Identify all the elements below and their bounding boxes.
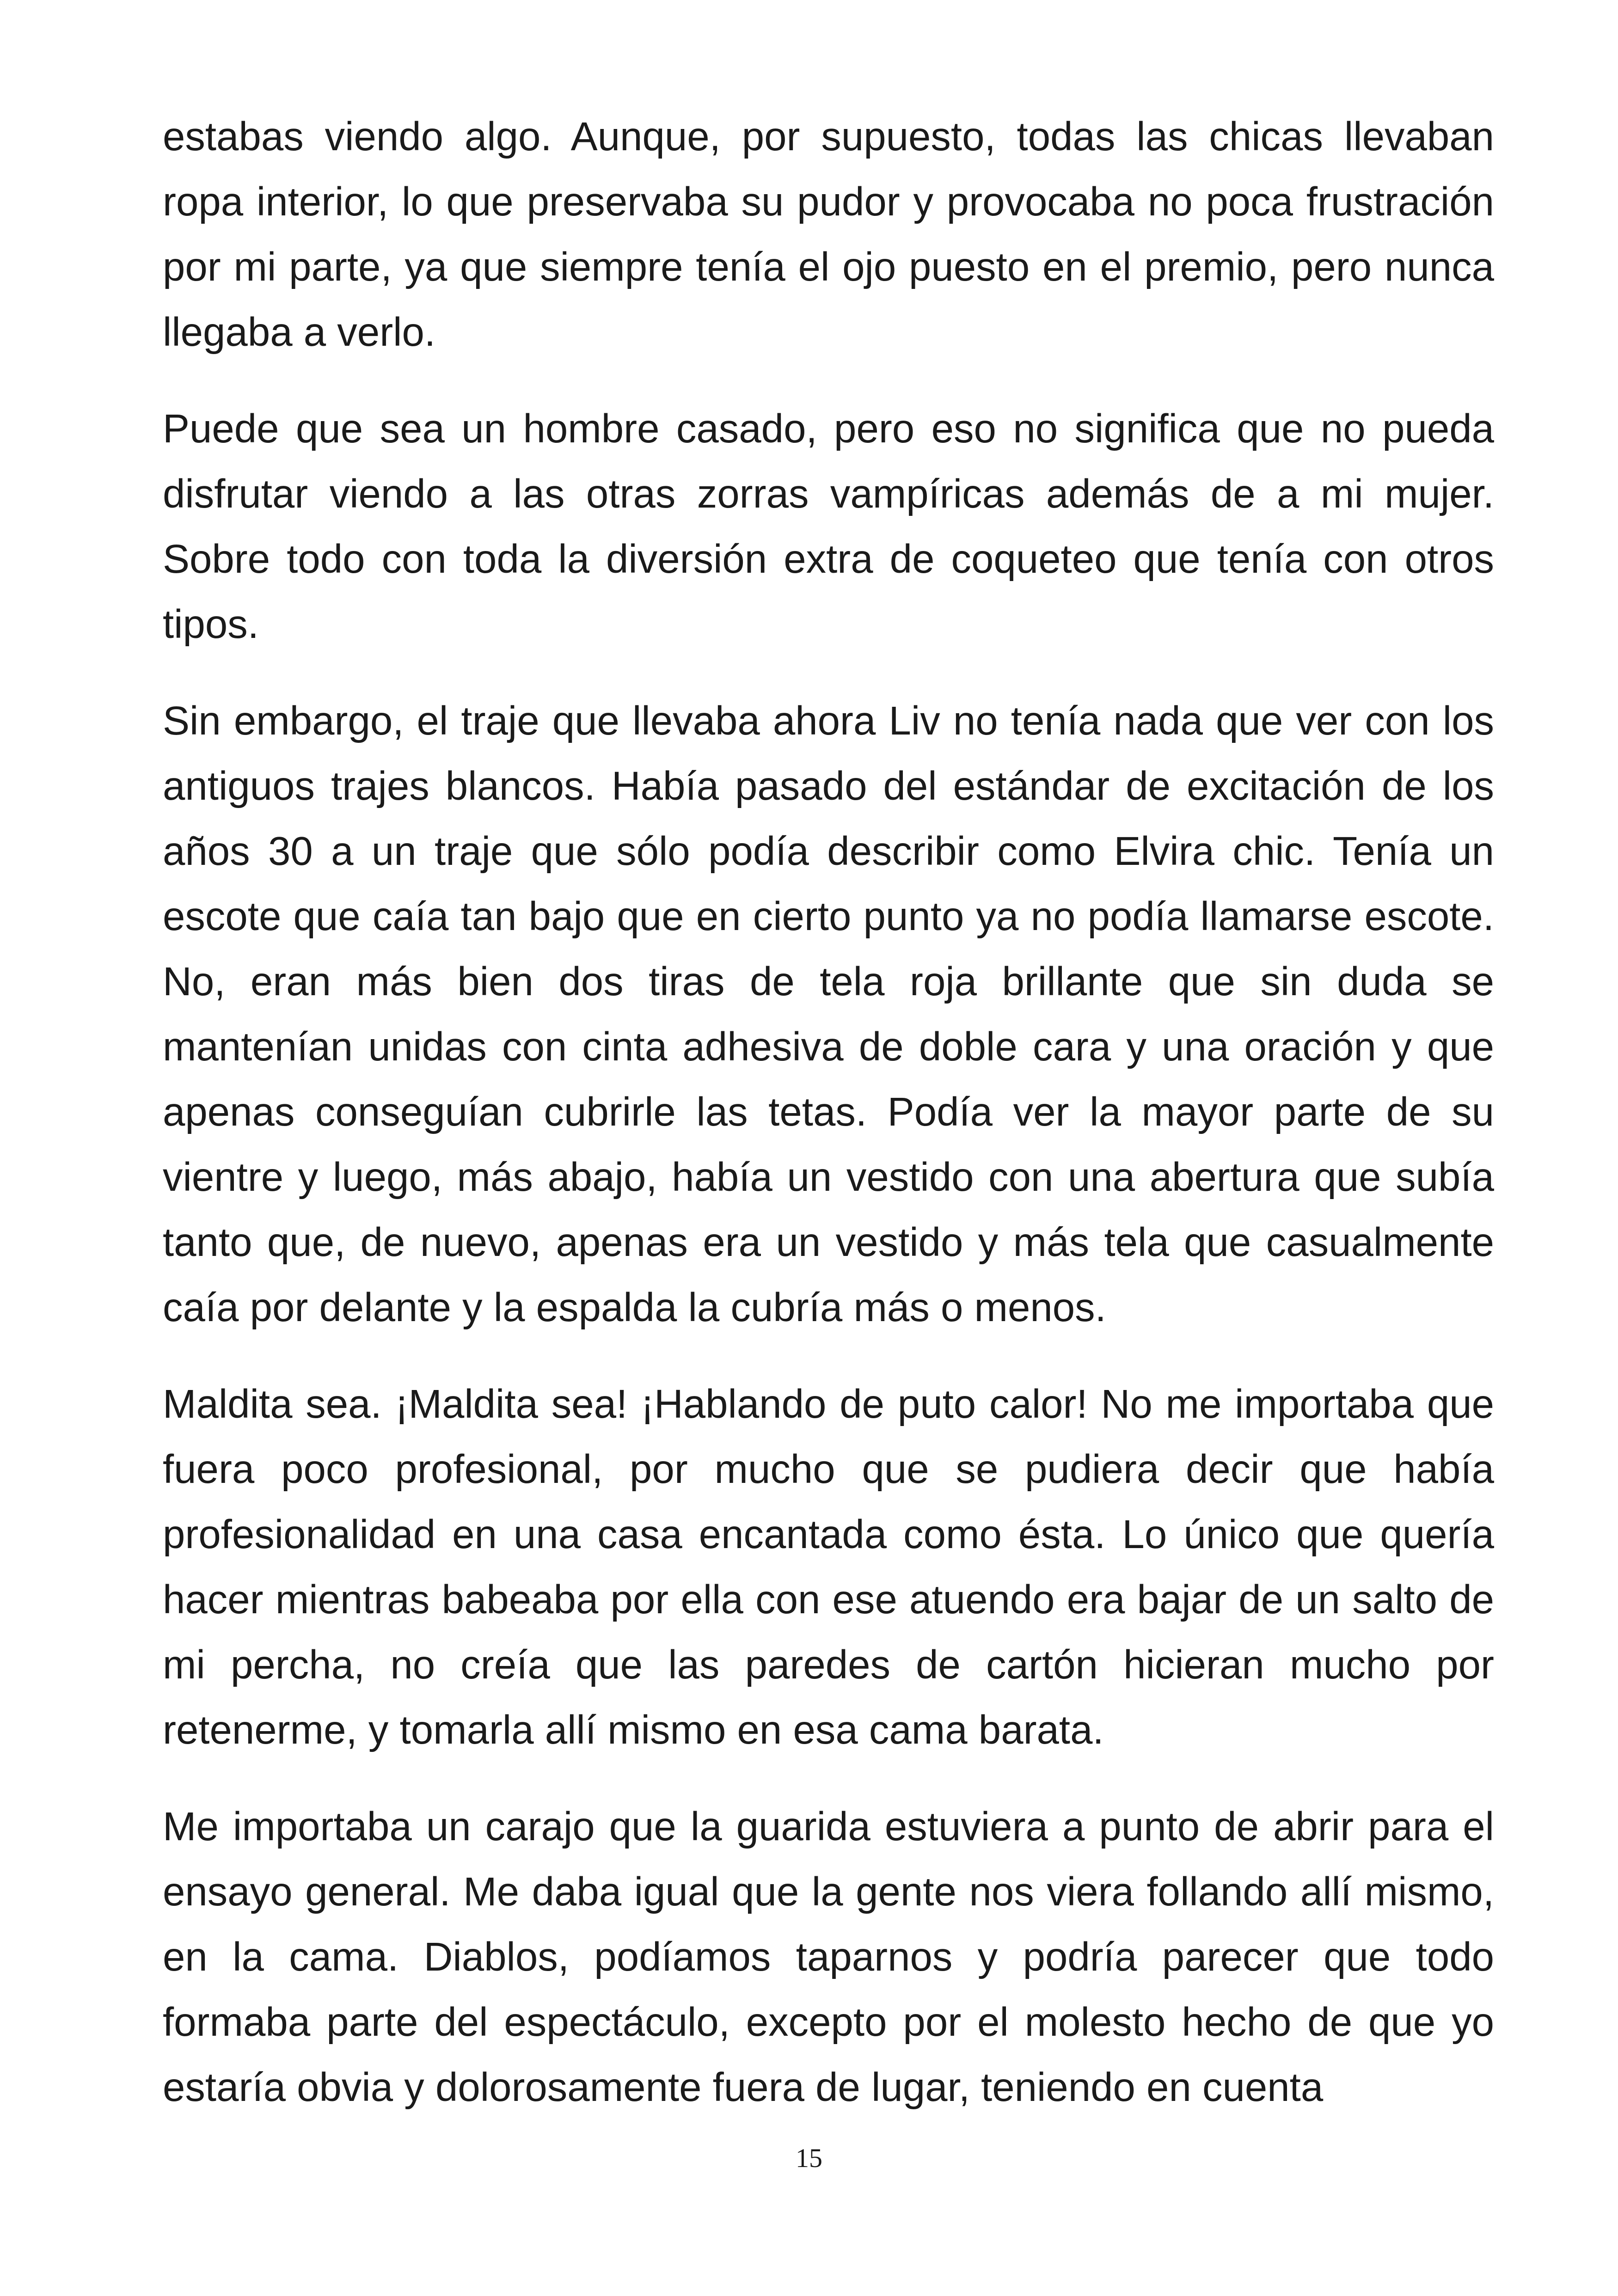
paragraph-2: Puede que sea un hombre casado, pero eso no significa que no pueda disfrutar viendo a las otras zorras vampíricas además de a mi mujer. Sobre todo con toda la diversión extra de coqueteo que tenía con otros tipos. xyxy=(163,406,1494,647)
paragraph-3: Sin embargo, el traje que llevaba ahora Liv no tenía nada que ver con los antiguos trajes blancos. Había pasado del estándar de excitación de los años 30 a un traje que sólo podía describir como Elvira chic. Tenía un escote que caía tan bajo que en cierto punto ya no podía llamarse escote. No, eran más bien dos tiras de tela roja brillante que sin duda se mantenían unidas con cinta adhesiva de doble cara y una oración y que apenas conseguían cubrirle las tetas. Podía ver la mayor parte de su vientre y luego, más abajo, había un vestido con una abertura que subía tanto que, de nuevo, apenas era un vestido y más tela que casualmente caía por delante y la espalda la cubría más o menos. xyxy=(163,698,1494,1330)
page-number: 15 xyxy=(796,2143,822,2173)
paragraph-1: estabas viendo algo. Aunque, por supuesto, todas las chicas llevaban ropa interior, lo que preservaba su pudor y provocaba no poca frustración por mi parte, ya que siempre tenía el ojo puesto en el premio, pero nunca llegaba a verlo. xyxy=(163,114,1494,355)
paragraph-4: Maldita sea. ¡Maldita sea! ¡Hablando de puto calor! No me importaba que fuera poco profesional, por mucho que se pudiera decir que había profesionalidad en una casa encantada como ésta. Lo único que quería hacer mientras babeaba por ella con ese atuendo era bajar de un salto de mi percha, no creía que las paredes de cartón hicieran mucho por retenerme, y tomarla allí mismo en esa cama barata. xyxy=(163,1382,1494,1752)
paragraph-5: Me importaba un carajo que la guarida estuviera a punto de abrir para el ensayo general. Me daba igual que la gente nos viera follando allí mismo, en la cama. Diablos, podíamos taparnos y podría parecer que todo formaba parte del espectáculo, excepto por el molesto hecho de que yo estaría obvia y dolorosamente fuera de lugar, teniendo en cuenta xyxy=(163,1804,1494,2110)
body-text xyxy=(163,104,1494,2151)
